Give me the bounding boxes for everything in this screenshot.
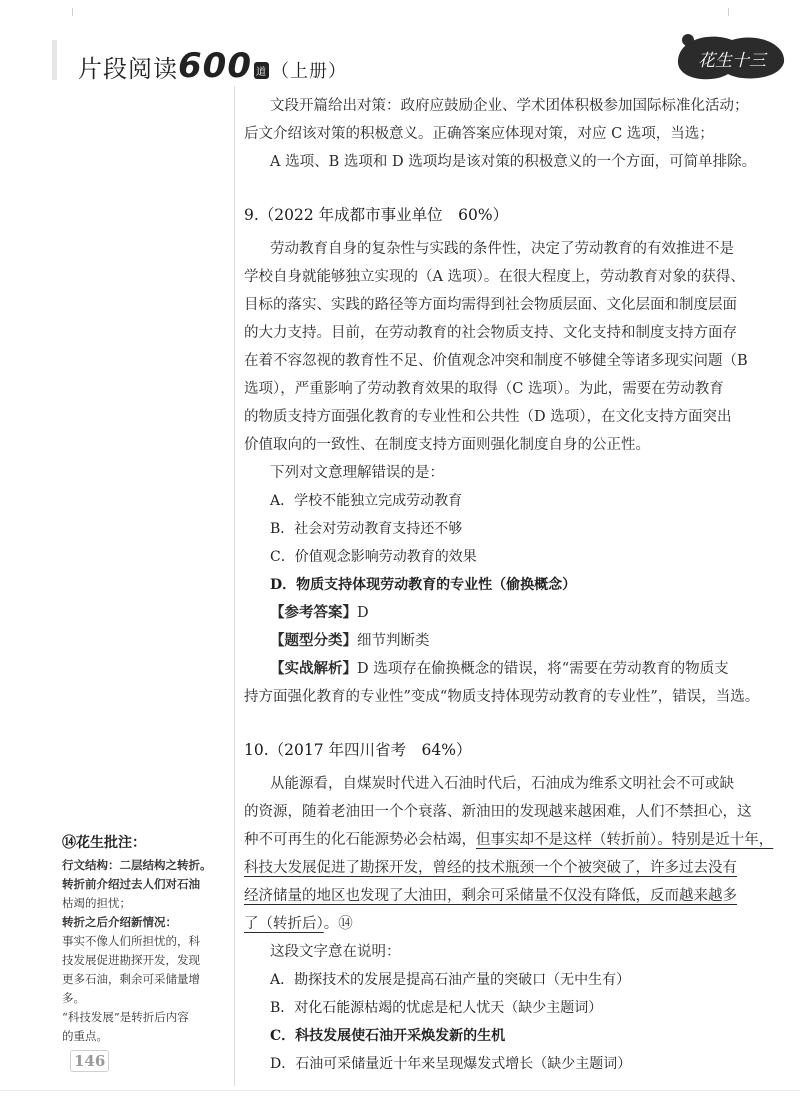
q9-passage-line: 学校自身就能够独立实现的（A 选项）。在很大程度上，劳动教育对象的获得、 [244, 269, 745, 285]
sidenote-line: 枯竭的担忧； [62, 896, 131, 910]
book-title [78, 46, 347, 86]
q10-passage-line: 的资源，随着老油田一个个衰落、新油田的发现越来越困难，人们不禁担心，这 [244, 804, 752, 820]
sidenote-line: 事实不像人们所担忧的，科 [62, 934, 200, 948]
q9-prompt: 下列对文意理解错误的是： [270, 465, 444, 481]
q9-option-a: A．学校不能独立完成劳动教育 [270, 493, 463, 509]
book-title-text: 片段阅读 [78, 55, 178, 83]
q9-option-b: B．社会对劳动教育支持还不够 [270, 521, 463, 537]
q10-option-b: B．对化石能源枯竭的忧虑是杞人忧天（缺少主题词） [270, 1000, 603, 1016]
q9-analysis [270, 655, 729, 683]
q9-passage-line: 价值取向的一致性、在制度支持方面则强化制度自身的公正性。 [244, 437, 650, 453]
bottom-rule [0, 1090, 800, 1091]
q10-passage-line [244, 910, 353, 938]
sidenote-line: 转折之后介绍新情况： [62, 915, 177, 929]
book-title-dao: 道 [254, 62, 269, 79]
passage-segment: 种不可再生的化石能源势必会枯竭， [244, 832, 476, 848]
sidenote-line: 多。 [62, 991, 85, 1005]
q9-passage-line: 劳动教育自身的复杂性与实践的条件性，决定了劳动教育的有效推进不是 [270, 241, 734, 257]
analysis-label: 【实战解析】 [270, 660, 357, 677]
q9-answer [270, 599, 369, 627]
q10-option-a: A．勘探技术的发展是提高石油产量的突破口（无中生有） [270, 972, 631, 988]
q10-option-d: D．石油可采储量近十年来呈现爆发式增长（缺少主题词） [270, 1056, 632, 1072]
note-marker: 。⑭ [323, 916, 353, 932]
book-title-number: 600 [178, 46, 252, 86]
type-value: 细节判断类 [357, 633, 430, 649]
question-9-heading: 9.（2022 年成都市事业单位 60%） [244, 206, 509, 224]
q10-option-c: C．科技发展使石油开采焕发新的生机 [270, 1028, 506, 1044]
answer-value: D [357, 605, 369, 621]
turn-after-underline: 。特别是近十年， [657, 832, 774, 848]
prev-analysis-line: A 选项、B 选项和 D 选项均是该对策的积极意义的一个方面，可简单排除。 [270, 154, 757, 170]
answer-label: 【参考答案】 [270, 604, 357, 621]
margin-divider [234, 86, 235, 1086]
type-label: 【题型分类】 [270, 632, 357, 649]
sidenote-line: 转折前介绍过去人们对石油 [62, 877, 200, 891]
q9-option-d: D．物质支持体现劳动教育的专业性（偷换概念） [270, 577, 577, 593]
crop-mark [72, 8, 73, 16]
brand-logo-icon [672, 30, 790, 84]
book-volume: （上册） [270, 61, 347, 82]
q9-passage-line: 选项），严重影响了劳动教育效果的取得（C 选项）。为此，需要在劳动教育 [244, 381, 724, 397]
q9-analysis-line: 持方面强化教育的专业性”变成“物质支持体现劳动教育的专业性”，错误，当选。 [244, 689, 760, 705]
sidenote-line: 技发展促进勘探开发，发现 [62, 953, 200, 967]
q10-prompt: 这段文字意在说明： [270, 944, 401, 960]
q10-passage-line: 从能源看，自煤炭时代进入石油时代后，石油成为维系文明社会不可或缺 [270, 776, 734, 792]
q10-passage-line-underlined: 科技大发展促进了勘探开发，曾经的技术瓶颈一个个被突破了，许多过去没有 [244, 860, 737, 876]
q9-passage-line: 在着不容忽视的教育性不足、价值观念冲突和制度不够健全等诸多现实问题（B [244, 353, 748, 369]
q9-passage-line: 的物质支持方面强化教育的专业性和公共性（D 选项），在文化支持方面突出 [244, 409, 732, 425]
q9-passage-line: 的大力支持。目前，在劳动教育的社会物质支持、文化支持和制度支持方面存 [244, 325, 737, 341]
header-bar [52, 40, 57, 80]
sidenote-title: ⑭花生批注： [62, 835, 146, 851]
q10-passage-line [244, 826, 773, 854]
prev-analysis-line: 文段开篇给出对策：政府应鼓励企业、学术团体积极参加国际标准化活动； [270, 98, 749, 114]
turn-after-end: 了（转折后） [244, 916, 324, 932]
sidenote-line: 更多石油，剩余可采储量增 [62, 972, 200, 986]
prev-analysis-line: 后文介绍该对策的积极意义。正确答案应体现对策，对应 C 选项，当选； [244, 126, 714, 142]
svg-text:花生十三: 花生十三 [698, 51, 766, 71]
crop-mark [728, 8, 729, 16]
q9-type [270, 627, 430, 655]
q9-option-c: C．价值观念影响劳动教育的效果 [270, 549, 477, 565]
q10-passage-line-underlined: 经济储量的地区也发现了大油田，剩余可采储量不仅没有降低，反而越来越多 [244, 888, 737, 904]
sidenote-line: 的重点。 [62, 1029, 108, 1043]
sidenote-line: “科技发展”是转折后内容 [62, 1010, 189, 1024]
q9-passage-line: 目标的落实、实践的路径等方面均需得到社会物质层面、文化层面和制度层面 [244, 297, 737, 313]
question-10-heading: 10.（2017 年四川省考 64%） [244, 741, 472, 759]
analysis-text: D 选项存在偷换概念的错误，将“需要在劳动教育的物质支 [357, 661, 729, 677]
turn-before-underline: 但事实却不是这样（转折前） [476, 832, 658, 848]
sidenote-line: 行文结构：二层结构之转折。 [62, 858, 212, 872]
page-number: 146 [70, 1050, 109, 1072]
